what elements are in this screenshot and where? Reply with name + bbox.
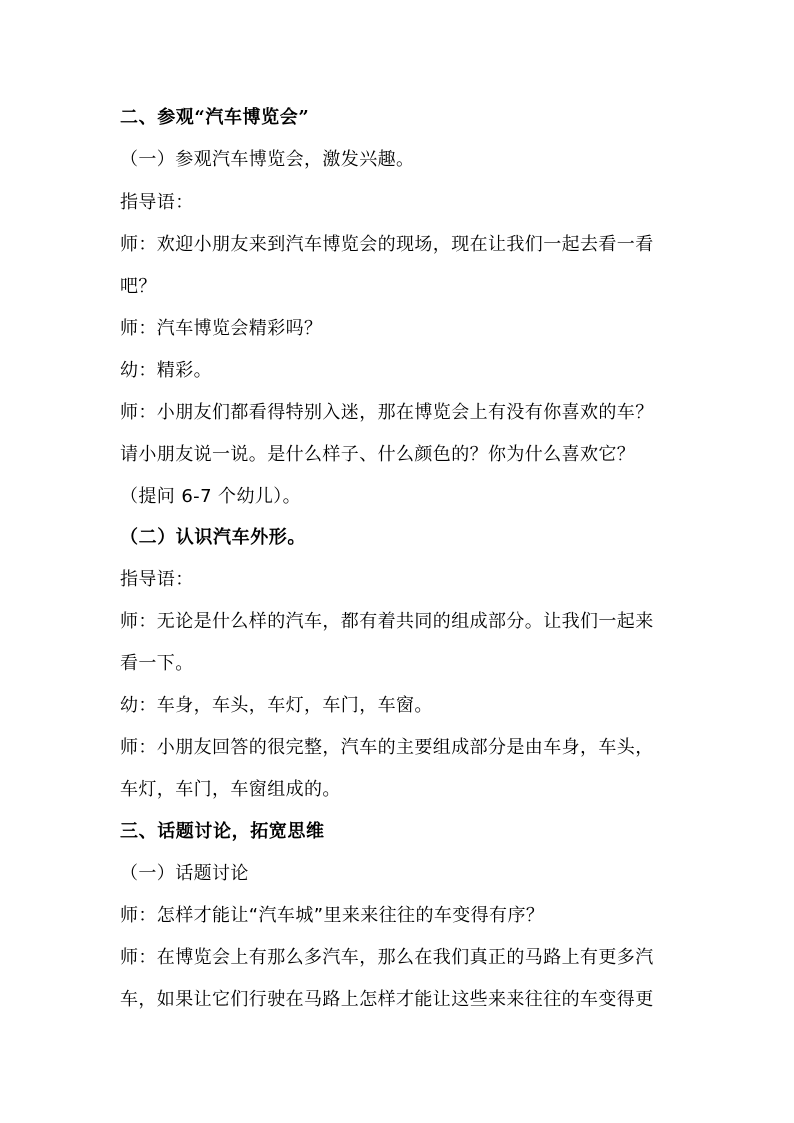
section-heading-2: 二、参观“汽车博览会”	[120, 107, 310, 128]
paragraph-line: 师：欢迎小朋友来到汽车博览会的现场，现在让我们一起去看一看	[120, 234, 654, 255]
paragraph-line: 幼：车身，车头，车灯，车门，车窗。	[120, 695, 433, 716]
paragraph-line: 吧？	[120, 276, 157, 297]
section-heading-3: 三、话题讨论，拓宽思维	[120, 821, 325, 842]
paragraph-line: 车，如果让它们行驶在马路上怎样才能让这些来来往往的车变得更	[120, 989, 654, 1010]
paragraph-line: 师：汽车博览会精彩吗？	[120, 318, 323, 339]
paragraph-line: 师：在博览会上有那么多汽车，那么在我们真正的马路上有更多汽	[120, 947, 654, 968]
paragraph-line: 师：小朋友们都看得特别入迷，那在博览会上有没有你喜欢的车？	[120, 402, 654, 423]
paragraph-line: 师：怎样才能让“汽车城”里来来往往的车变得有序？	[120, 905, 545, 926]
paragraph-line: 看一下。	[120, 653, 194, 674]
guide-label: 指导语：	[120, 569, 194, 590]
guide-label: 指导语：	[120, 192, 194, 213]
subsection-heading-2-1: （一）参观汽车博览会，激发兴趣。	[120, 149, 415, 170]
paragraph-line: 请小朋友说一说。是什么样子、什么颜色的？你为什么喜欢它？	[120, 444, 636, 465]
paragraph-line: 车灯，车门，车窗组成的。	[120, 779, 341, 800]
paragraph-line: 师：无论是什么样的汽车，都有着共同的组成部分。让我们一起来	[120, 611, 654, 632]
paragraph-line: 师：小朋友回答的很完整，汽车的主要组成部分是由车身，车头，	[120, 737, 654, 758]
subsection-heading-2-2: （二）认识汽车外形。	[120, 527, 306, 548]
paragraph-line: 幼：精彩。	[120, 360, 212, 381]
subsection-heading-3-1: （一）话题讨论	[120, 863, 249, 884]
paragraph-line: （提问 6-7 个幼儿）。	[120, 486, 302, 507]
